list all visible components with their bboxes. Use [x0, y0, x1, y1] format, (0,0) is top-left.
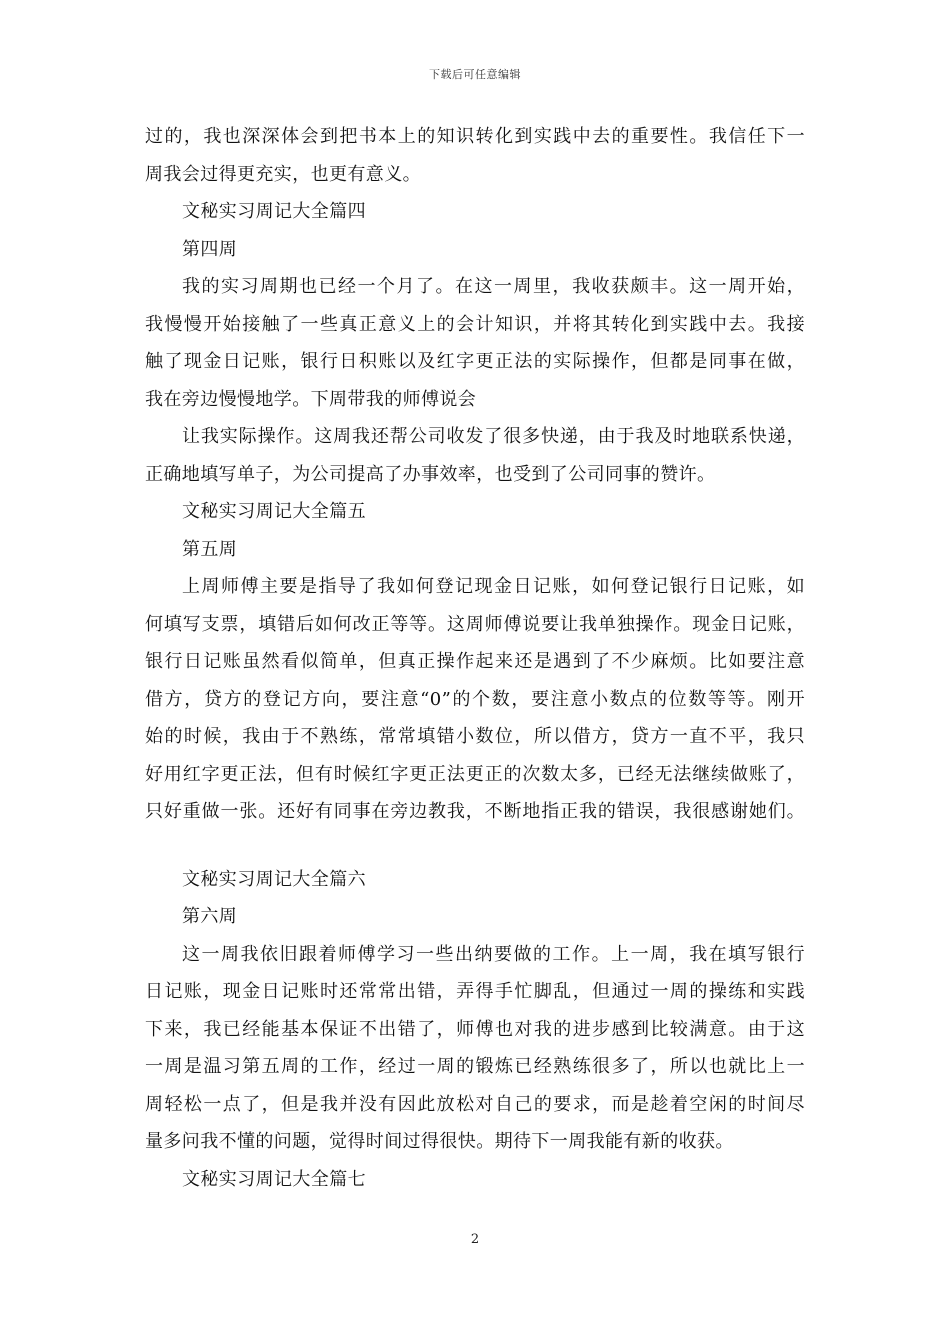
document-body — [145, 118, 805, 1198]
paragraph-line: 过的，我也深深体会到把书本上的知识转化到实践中去的重要性。我信任下一 — [145, 126, 805, 147]
paragraph-line: 下来，我已经能基本保证不出错了，师傅也对我的进步感到比较满意。由于这 — [145, 1018, 805, 1040]
paragraph-line: 周我会过得更充实，也更有意义。 — [145, 163, 421, 185]
week-heading: 第五周 — [182, 538, 238, 560]
paragraph-line: 正确地填写单子，为公司提高了办事效率，也受到了公司同事的赞许。 — [145, 463, 716, 485]
paragraph-line: 周轻松一点了，但是我并没有因此放松对自己的要求，而是趁着空闲的时间尽 — [145, 1093, 805, 1115]
paragraph-line: 始的时候，我由于不熟练，常常填错小数位，所以借方，贷方一直不平，我只 — [145, 726, 805, 747]
paragraph-line: 量多问我不懂的问题，觉得时间过得很快。期待下一周我能有新的收获。 — [145, 1131, 734, 1152]
page-number: 2 — [470, 1232, 480, 1247]
paragraph-line: 好用红字更正法，但有时候红字更正法更正的次数太多，已经无法继续做账了， — [145, 763, 805, 785]
paragraph-line: 银行日记账虽然看似简单，但真正操作起来还是遇到了不少麻烦。比如要注意 — [145, 651, 805, 672]
section-title: 文秘实习周记大全篇七 — [182, 1168, 366, 1190]
paragraph-line: 我的实习周期也已经一个月了。在这一周里，我收获颇丰。这一周开始， — [182, 276, 805, 297]
week-heading: 第四周 — [182, 238, 238, 260]
paragraph-line: 借方，贷方的登记方向，要注意“0”的个数，要注意小数点的位数等等。刚开 — [145, 688, 805, 710]
paragraph-line: 何填写支票，填错后如何改正等等。这周师傅说要让我单独操作。现金日记账， — [145, 613, 805, 635]
section-title: 文秘实习周记大全篇四 — [182, 201, 366, 222]
paragraph-line: 我在旁边慢慢地学。下周带我的师傅说会 — [145, 388, 477, 410]
page-header: 下载后可任意编辑 — [429, 68, 521, 81]
paragraph-line: 一周是温习第五周的工作，经过一周的锻炼已经熟练很多了，所以也就比上一 — [145, 1056, 805, 1077]
section-title: 文秘实习周记大全篇六 — [182, 868, 366, 890]
paragraph-line: 只好重做一张。还好有同事在旁边教我，不断地指正我的错误，我很感谢她们。 — [145, 801, 805, 822]
paragraph-gap — [145, 831, 805, 861]
paragraph-line: 日记账，现金日记账时还常常出错，弄得手忙脚乱，但通过一周的操练和实践 — [145, 981, 805, 1002]
paragraph-line: 我慢慢开始接触了一些真正意义上的会计知识，并将其转化到实践中去。我接 — [145, 313, 805, 335]
paragraph-line: 这一周我依旧跟着师傅学习一些出纳要做的工作。上一周，我在填写银行 — [182, 943, 805, 965]
paragraph-line: 上周师傅主要是指导了我如何登记现金日记账，如何登记银行日记账，如 — [182, 576, 805, 597]
section-title: 文秘实习周记大全篇五 — [182, 501, 366, 522]
paragraph-line: 触了现金日记账，银行日积账以及红字更正法的实际操作，但都是同事在做， — [145, 351, 805, 372]
week-heading: 第六周 — [182, 906, 238, 927]
paragraph-line: 让我实际操作。这周我还帮公司收发了很多快递，由于我及时地联系快递， — [182, 426, 805, 447]
